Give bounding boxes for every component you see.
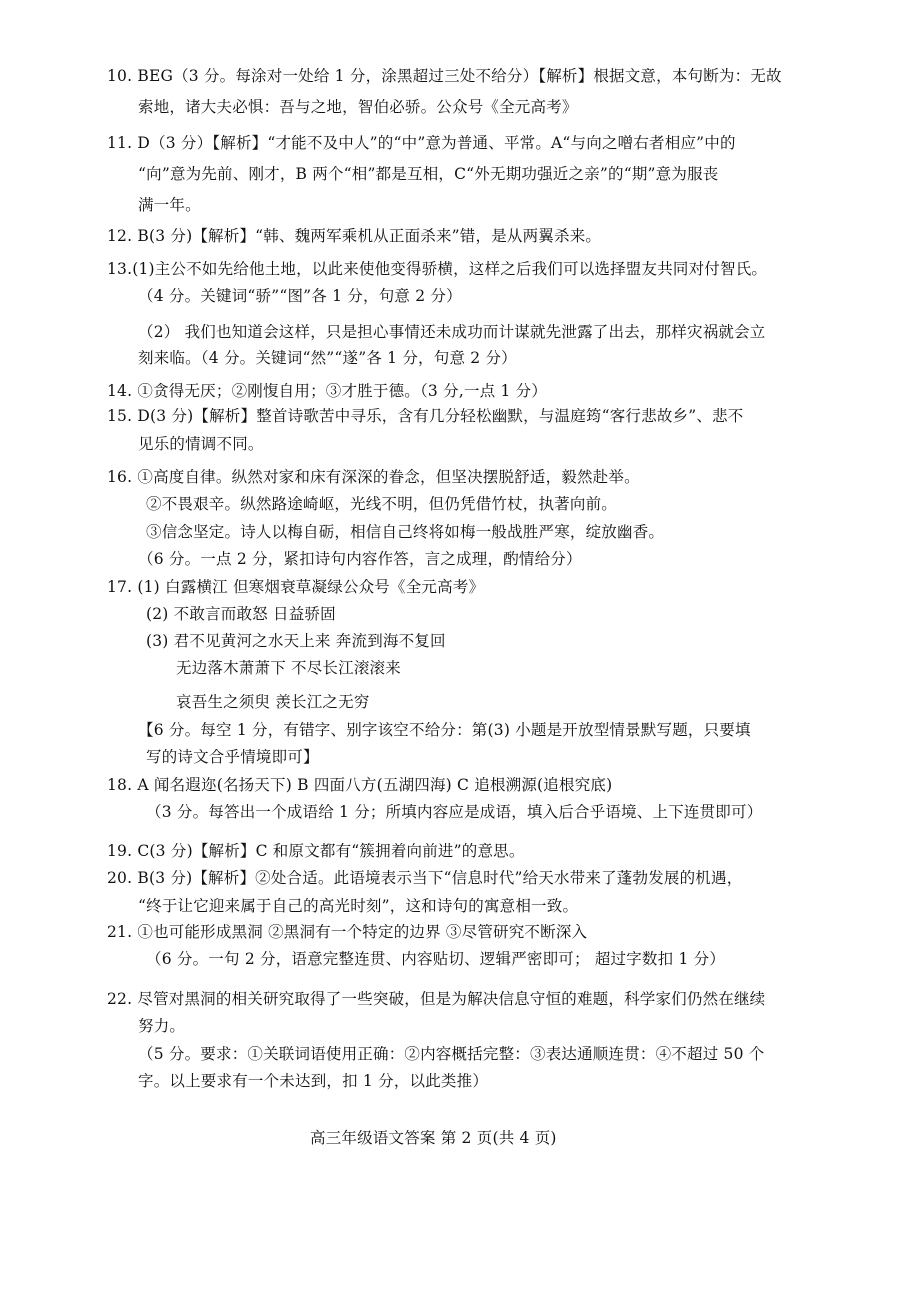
- answer-10-line-1: 10. BEG（3 分。每涂对一处给 1 分，涂黑超过三处不给分）【解析】根据文意，本句断为：无故: [107, 67, 782, 85]
- answer-17-line-5: 哀吾生之须臾 羡长江之无穷: [176, 693, 370, 711]
- answer-16-line-4: （6 分。一点 2 分，紧扣诗句内容作答，言之成理，酌情给分）: [138, 550, 582, 568]
- answer-22-line-1: 22. 尽管对黑洞的相关研究取得了一些突破，但是为解决信息守恒的难题，科学家们仍然在继续: [107, 990, 766, 1008]
- answer-18-line-1: 18. A 闻名遐迩(名扬天下) B 四面八方(五湖四海) C 追根溯源(追根究底): [107, 776, 613, 794]
- answer-14-line-1: 14. ①贪得无厌；②刚愎自用；③才胜于德。（3 分,一点 1 分）: [107, 382, 548, 400]
- answer-16-line-3: ③信念坚定。诗人以梅自砺，相信自己终将如梅一般战胜严寒，绽放幽香。: [146, 523, 665, 541]
- page-footer: 高三年级语文答案 第 2 页(共 4 页): [310, 1129, 557, 1147]
- answer-15-line-1: 15. D(3 分)【解析】整首诗歌苦中寻乐，含有几分轻松幽默，与温庭筠“客行悲故乡”、悲不: [107, 407, 744, 425]
- answer-19-line-1: 19. C(3 分)【解析】C 和原文都有“簇拥着向前进”的意思。: [107, 842, 525, 860]
- answer-17-line-6: 【6 分。每空 1 分，有错字、别字该空不给分：第(3) 小题是开放型情景默写题，只要填: [138, 721, 751, 739]
- answer-22-line-4: 字。以上要求有一个未达到，扣 1 分，以此类推）: [138, 1072, 489, 1090]
- answer-13-part-2-line-2: 刻来临。（4 分。关键词“然”“遂”各 1 分，句意 2 分）: [138, 349, 517, 367]
- answer-17-line-3: (3) 君不见黄河之水天上来 奔流到海不复回: [146, 632, 446, 650]
- answer-16-line-1: 16. ①高度自律。纵然对家和床有深深的眷念，但坚决摆脱舒适，毅然赴举。: [107, 468, 640, 486]
- answer-13-part-2-line-1: （2） 我们也知道会这样，只是担心事情还未成功而计谋就先泄露了出去，那样灾祸就会立: [138, 323, 766, 341]
- answer-22-line-3: （5 分。要求：①关联词语使用正确：②内容概括完整：③表达通顺连贯：④不超过 50 个: [138, 1045, 765, 1063]
- answer-18-line-2: （3 分。每答出一个成语给 1 分；所填内容应是成语，填入后合乎语境、上下连贯即可）: [146, 803, 763, 821]
- answer-13-part-1-line-2: （4 分。关键词“骄”“图”各 1 分，句意 2 分）: [138, 287, 462, 305]
- answer-21-line-1: 21. ①也可能形成黑洞 ②黑洞有一个特定的边界 ③尽管研究不断深入: [107, 923, 588, 941]
- answer-17-line-1: 17. (1) 白露横江 但寒烟衰草凝绿公众号《全元高考》: [107, 578, 485, 596]
- answer-20-line-1: 20. B(3 分)【解析】②处合适。此语境表示当下“信息时代”给天水带来了蓬勃发展的机遇，: [107, 869, 743, 887]
- answer-17-line-2: (2) 不敢言而敢怒 日益骄固: [146, 605, 336, 623]
- answer-11-line-2: “向”意为先前、刚才，B 两个“相”都是互相，C“外无期功强近之亲”的“期”意为服丧: [138, 165, 719, 183]
- answer-12-line-1: 12. B(3 分)【解析】“韩、魏两军乘机从正面杀来”错，是从两翼杀来。: [107, 227, 602, 245]
- answer-13-part-1-line-1: 13.(1)主公不如先给他土地，以此来使他变得骄横，这样之后我们可以选择盟友共同对付智氏。: [107, 260, 768, 278]
- answer-21-line-2: （6 分。一句 2 分，语意完整连贯、内容贴切、逻辑严密即可； 超过字数扣 1 分）: [146, 950, 726, 968]
- answer-11-line-1: 11. D（3 分）【解析】“才能不及中人”的“中”意为普通、平常。A“与向之噌右者相应”中的: [107, 134, 736, 152]
- answer-17-line-4: 无边落木萧萧下 不尽长江滚滚来: [176, 659, 401, 677]
- answer-17-line-7: 写的诗文合乎情境即可】: [146, 748, 319, 766]
- answer-15-line-2: 见乐的情调不同。: [138, 435, 264, 453]
- answer-10-line-2: 索地，诸大夫必惧：吾与之地，智伯必骄。公众号《全元高考》: [138, 98, 578, 116]
- answer-22-line-2: 努力。: [138, 1017, 186, 1035]
- answer-16-line-2: ②不畏艰辛。纵然路途崎岖，光线不明，但仍凭借竹杖，执著向前。: [146, 495, 618, 513]
- answer-11-line-3: 满一年。: [138, 196, 201, 214]
- answer-20-line-2: “终于让它迎来属于自己的高光时刻”，这和诗句的寓意相一致。: [138, 897, 579, 915]
